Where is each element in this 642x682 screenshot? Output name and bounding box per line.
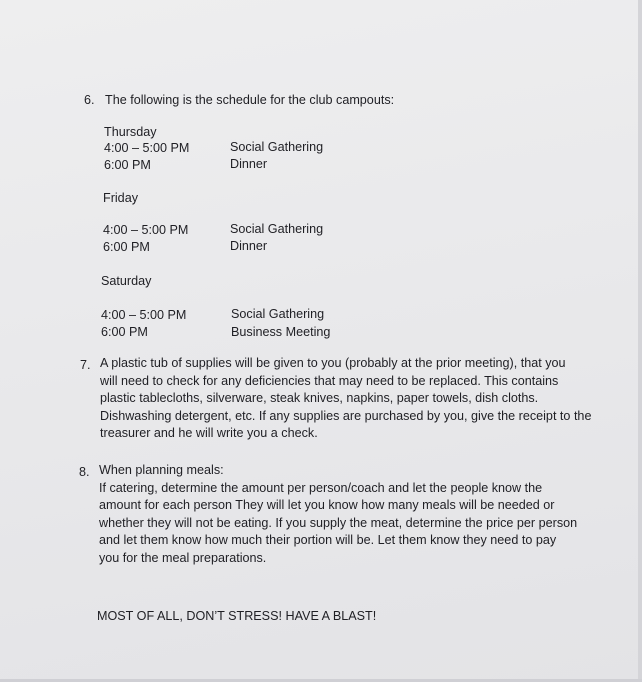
schedule-time: 6:00 PM bbox=[101, 325, 148, 339]
schedule-event: Business Meeting bbox=[231, 325, 331, 339]
item-6-number: 6. bbox=[84, 93, 95, 107]
item-7-number: 7. bbox=[80, 358, 91, 372]
paragraph-line: A plastic tub of supplies will be given to you (probably at the prior meeting), that you bbox=[100, 356, 566, 370]
paragraph-line: When planning meals: bbox=[99, 463, 224, 477]
item-6-heading: The following is the schedule for the club campouts: bbox=[105, 93, 395, 107]
paragraph-line: plastic tablecloths, silverware, steak knives, napkins, paper towels, dish cloths. bbox=[100, 391, 539, 405]
schedule-time: 4:00 – 5:00 PM bbox=[103, 223, 189, 237]
paragraph-line: whether they will not be eating. If you supply the meat, determine the price per person bbox=[99, 515, 578, 530]
schedule-event: Dinner bbox=[230, 239, 268, 253]
schedule-time: 6:00 PM bbox=[104, 158, 151, 172]
page-edge bbox=[638, 0, 642, 682]
schedule-event: Social Gathering bbox=[230, 140, 324, 154]
schedule-time: 6:00 PM bbox=[103, 240, 150, 254]
item-8-number: 8. bbox=[79, 465, 90, 479]
schedule-event: Social Gathering bbox=[230, 222, 324, 236]
paragraph-line: will need to check for any deficiencies that may need to be replaced. This contains bbox=[100, 373, 559, 388]
schedule-event: Social Gathering bbox=[231, 307, 325, 321]
day-label-friday: Friday bbox=[103, 191, 138, 205]
schedule-time: 4:00 – 5:00 PM bbox=[101, 308, 187, 322]
paragraph-line: If catering, determine the amount per person/coach and let the people know the bbox=[99, 480, 543, 495]
paragraph-line: Dishwashing detergent, etc. If any supplies are purchased by you, give the receipt to the bbox=[100, 408, 592, 423]
paragraph-line: and let them know how much their portion will be. Let them know they need to pay bbox=[99, 533, 557, 547]
paragraph-line: amount for each person They will let you know how many meals will be needed or bbox=[99, 498, 555, 512]
schedule-time: 4:00 – 5:00 PM bbox=[104, 141, 190, 155]
schedule-event: Dinner bbox=[230, 157, 268, 171]
day-label-thursday: Thursday bbox=[104, 125, 157, 139]
item-7-paragraph bbox=[100, 355, 591, 443]
paragraph-line: treasurer and he will write you a check. bbox=[100, 426, 318, 440]
paragraph-line: you for the meal preparations. bbox=[99, 550, 267, 565]
item-8-paragraph bbox=[99, 462, 577, 567]
closing-message: MOST OF ALL, DON’T STRESS! HAVE A BLAST! bbox=[97, 609, 377, 623]
day-label-saturday: Saturday bbox=[101, 274, 152, 288]
